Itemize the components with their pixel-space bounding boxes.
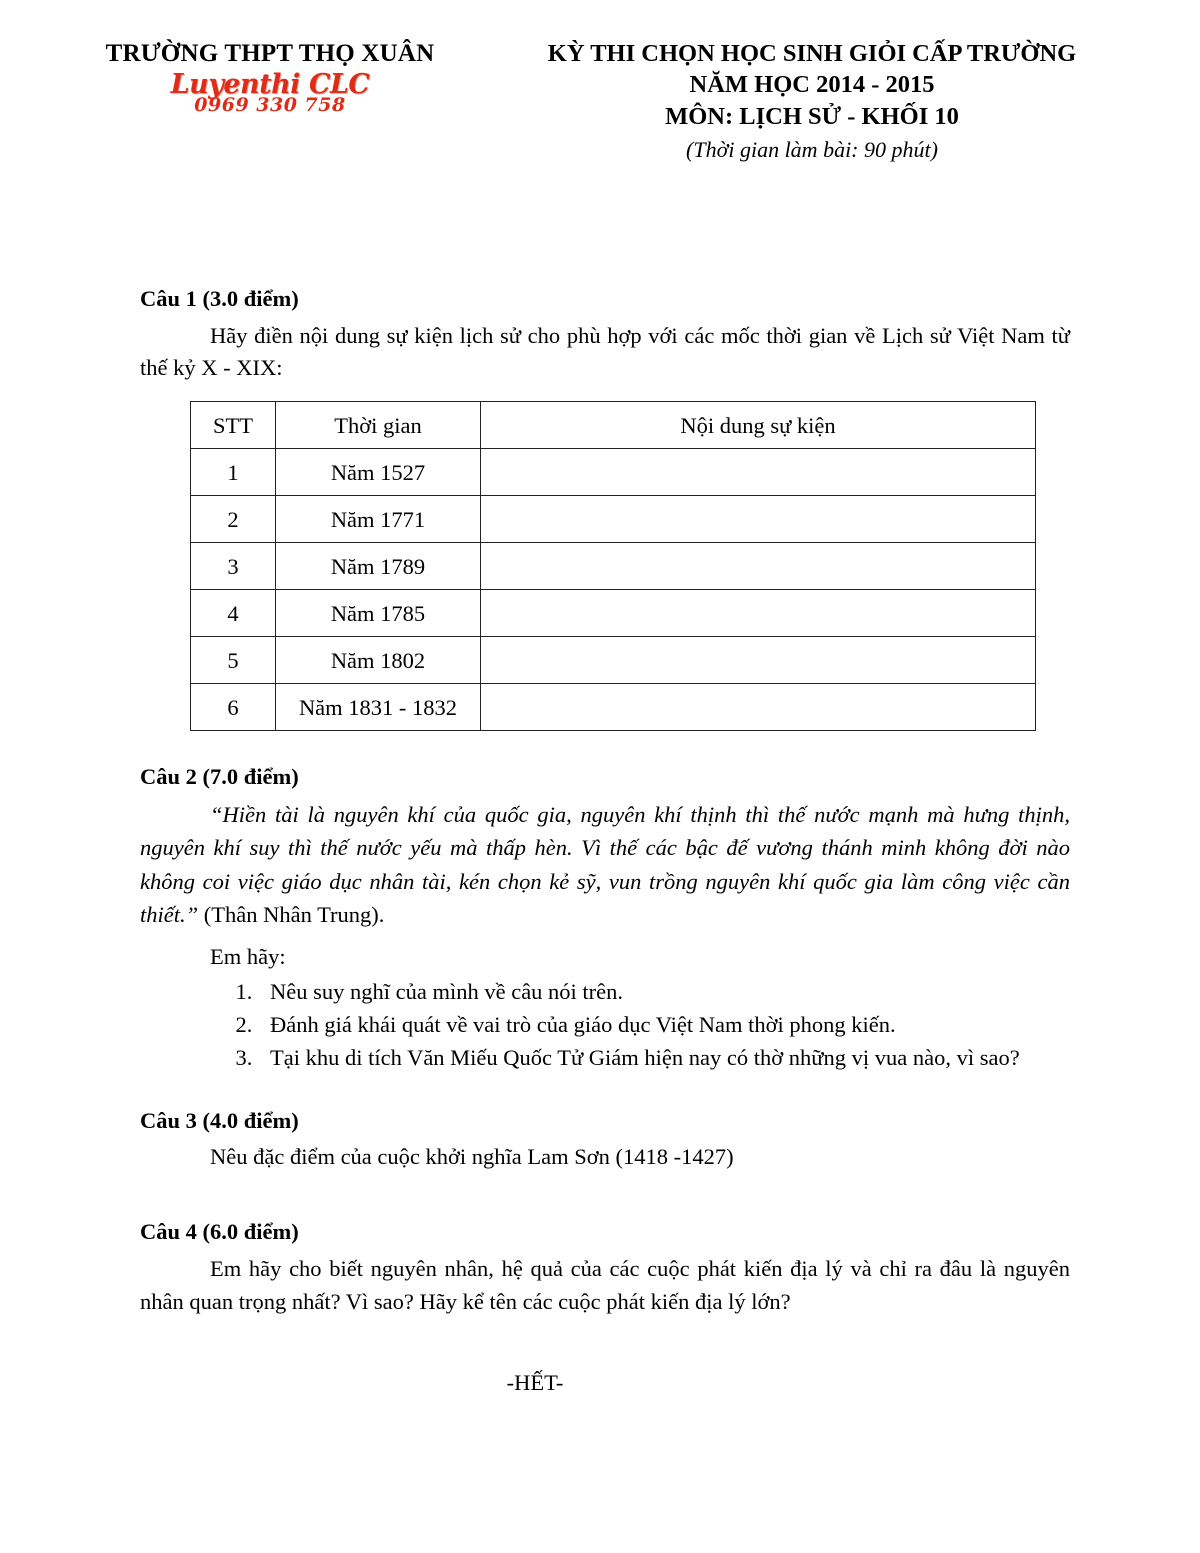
list-item: 1. Nêu suy nghĩ của mình về câu nói trên.	[258, 976, 1070, 1009]
cell-time: Năm 1785	[276, 590, 481, 637]
question-1-prompt: Hãy điền nội dung sự kiện lịch sử cho phù hợp với các mốc thời gian về Lịch sử Việt Nam từ thế kỷ X - XIX:	[140, 322, 1070, 381]
exam-duration: (Thời gian làm bài: 90 phút)	[686, 137, 938, 163]
question-3-title: Câu 3 (4.0 điểm)	[140, 1107, 299, 1133]
table-row	[191, 543, 1036, 590]
exam-title-line3: MÔN: LỊCH SỬ - KHỐI 10	[665, 102, 959, 130]
spacer	[140, 1174, 1070, 1216]
question-2-sub-list	[140, 976, 1070, 1075]
table-row	[191, 637, 1036, 684]
table-header-stt: STT	[191, 402, 276, 449]
quote-text: “Hiền tài là nguyên khí của quốc gia, nguyên khí thịnh thì thế nước mạnh mà hưng thịnh, nguyên khí suy thì thế nước yếu mà thấp hèn. Vì thế các bậc đế vương thánh minh không đời nào không coi việc giáo dục nhân tài, kén chọn kẻ sỹ, vun trồng nguyên khí quốc gia làm công việc cần thiết.”	[140, 802, 1070, 927]
document-body	[0, 283, 1200, 1400]
question-1-block	[140, 283, 1070, 732]
table-row	[191, 590, 1036, 637]
question-3-block	[140, 1105, 1070, 1175]
cell-time: Năm 1771	[276, 496, 481, 543]
cell-content[interactable]	[481, 449, 1036, 496]
cell-stt: 1	[191, 449, 276, 496]
cell-stt: 2	[191, 496, 276, 543]
question-2-title: Câu 2 (7.0 điểm)	[140, 764, 299, 790]
spacer	[140, 731, 1070, 761]
cell-content[interactable]	[481, 684, 1036, 731]
question-4-block	[140, 1216, 1070, 1319]
school-name: TRƯỜNG THPT THỌ XUÂN	[105, 40, 435, 67]
cell-content[interactable]	[481, 637, 1036, 684]
cell-content[interactable]	[481, 590, 1036, 637]
exam-title-line2: NĂM HỌC 2014 - 2015	[689, 71, 935, 99]
cell-time: Năm 1802	[276, 637, 481, 684]
question-1-title: Câu 1 (3.0 điểm)	[140, 285, 299, 311]
quote-attribution: (Thân Nhân Trung).	[198, 901, 385, 927]
question-2-lead-in: Em hãy:	[210, 944, 286, 970]
header-left-block	[60, 38, 480, 115]
cell-stt: 4	[191, 590, 276, 637]
list-item: 2. Đánh giá khái quát về vai trò của giáo dục Việt Nam thời phong kiến.	[258, 1009, 1070, 1042]
table-header-time: Thời gian	[276, 402, 481, 449]
question-4-title: Câu 4 (6.0 điểm)	[140, 1219, 299, 1245]
exam-title-line1: KỲ THI CHỌN HỌC SINH GIỎI CẤP TRƯỜNG	[547, 40, 1077, 67]
cell-stt: 5	[191, 637, 276, 684]
cell-stt: 6	[191, 684, 276, 731]
cell-time: Năm 1527	[276, 449, 481, 496]
cell-time: Năm 1831 - 1832	[276, 684, 481, 731]
cell-content[interactable]	[481, 496, 1036, 543]
table-row	[191, 496, 1036, 543]
cell-content[interactable]	[481, 543, 1036, 590]
question-3-prompt: Nêu đặc điểm của cuộc khởi nghĩa Lam Sơn (1418 -1427)	[210, 1144, 734, 1170]
table-header-content: Nội dung sự kiện	[481, 402, 1036, 449]
cell-stt: 3	[191, 543, 276, 590]
question-4-prompt: Em hãy cho biết nguyên nhân, hệ quả của các cuộc phát kiến địa lý và chỉ ra đâu là nguyên nhân quan trọng nhất? Vì sao? Hãy kể tên các cuộc phát kiến địa lý lớn?	[140, 1256, 1070, 1314]
luyenthi-clc-logo	[60, 68, 480, 116]
end-of-exam-mark: -HẾT-	[506, 1369, 564, 1395]
logo-phone-number: 0969 330 758	[194, 93, 346, 116]
logo-wordmark: Luyenthi CLC	[170, 68, 370, 100]
header-right-block	[480, 38, 1140, 165]
spacer	[140, 1075, 1070, 1105]
list-item: 3. Tại khu di tích Văn Miếu Quốc Tử Giám hiện nay có thờ những vị vua nào, vì sao?	[258, 1042, 1070, 1075]
timeline-table	[190, 401, 1036, 731]
document-header	[0, 0, 1200, 165]
table-row	[191, 449, 1036, 496]
table-header-row	[191, 402, 1036, 449]
question-2-block	[140, 761, 1070, 1074]
timeline-table-wrapper	[140, 401, 1070, 731]
table-row	[191, 684, 1036, 731]
cell-time: Năm 1789	[276, 543, 481, 590]
question-2-quote-paragraph	[140, 798, 1070, 931]
